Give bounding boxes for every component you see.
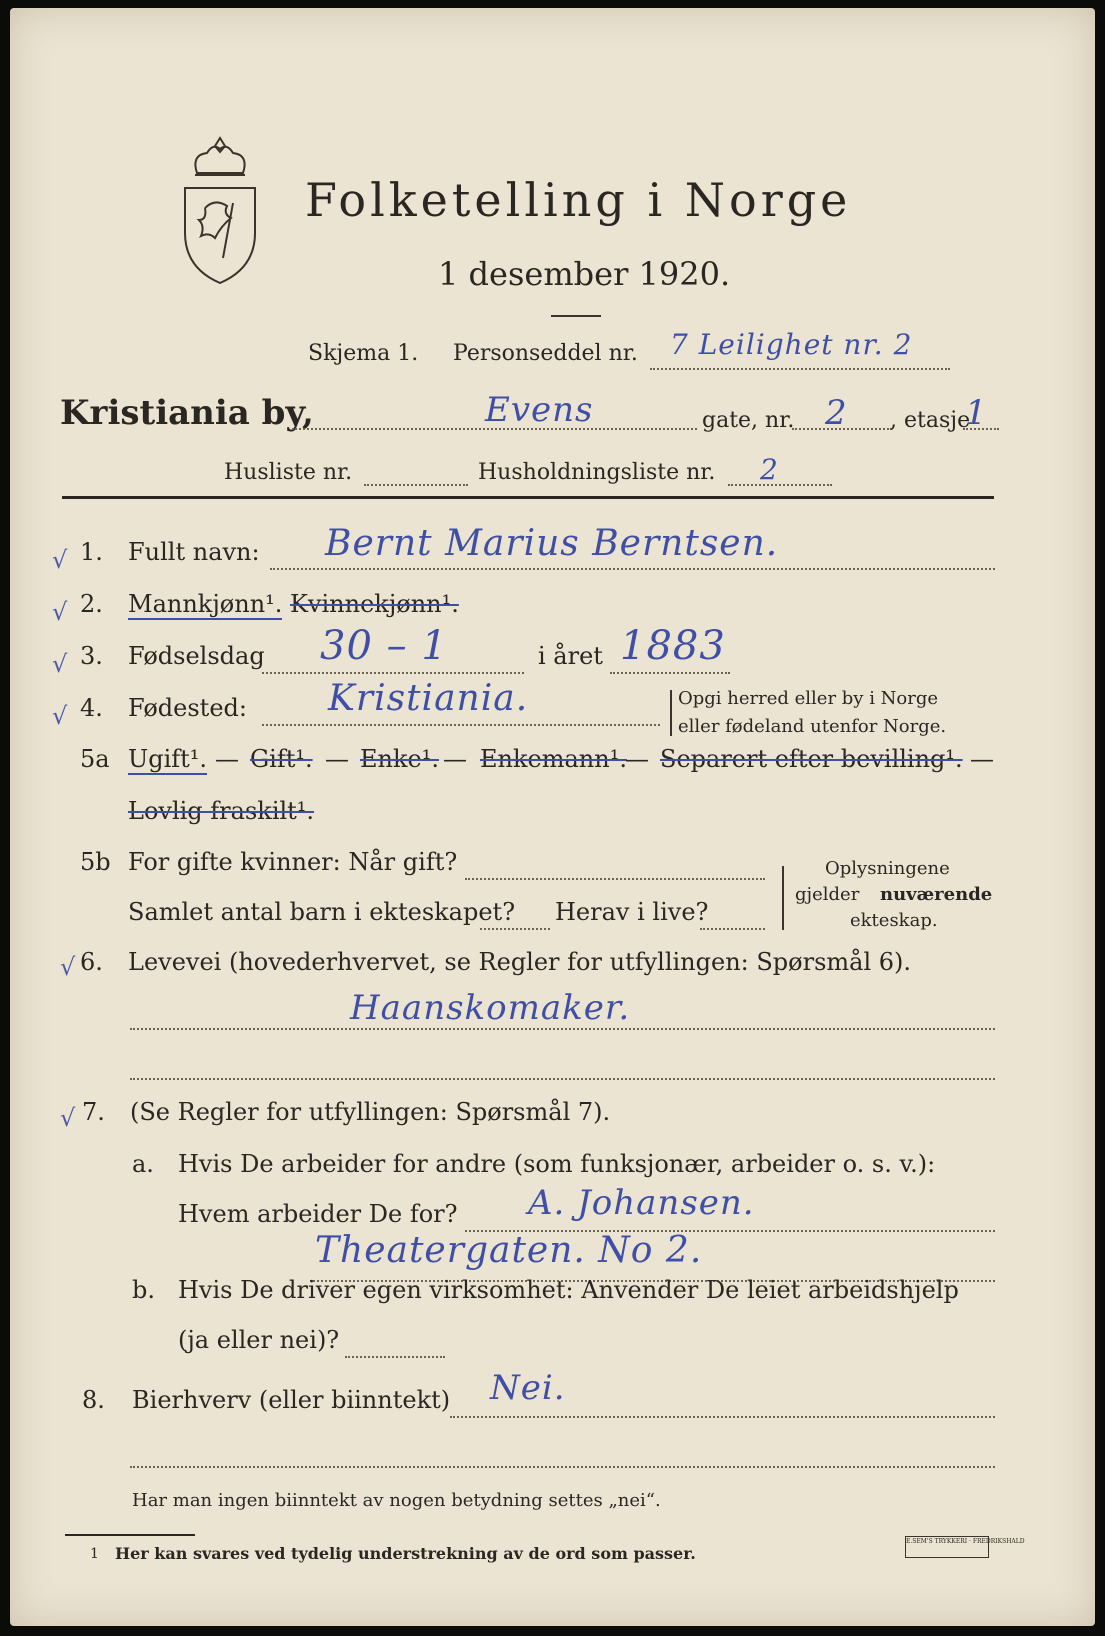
- gate-nr-value: 2: [825, 393, 848, 433]
- footnote-number: 1: [90, 1546, 99, 1562]
- q5a-enkemann: Enkemann¹.: [480, 745, 627, 773]
- husholdning-line: [728, 484, 832, 486]
- q1-value: Bernt Marius Berntsen.: [325, 523, 779, 564]
- husholdning-label: Husholdningsliste nr.: [478, 460, 716, 485]
- personseddel-line: [650, 368, 950, 370]
- city-label: Kristiania by,: [60, 393, 314, 433]
- q6-label: Levevei (hovederhvervet, se Regler for utfyllingen: Spørsmål 6).: [128, 948, 912, 976]
- q7-number: 7.: [82, 1098, 105, 1126]
- q7b-letter: b.: [132, 1276, 155, 1304]
- q7b-text2: (ja eller nei)?: [178, 1326, 340, 1354]
- q1-label: Fullt navn:: [128, 538, 260, 566]
- printer-stamp-text: E.SEM'S TRYKKERI · FREDRIKSHALD: [906, 1538, 1025, 1545]
- q7a-letter: a.: [132, 1150, 154, 1178]
- q4-label: Fødested:: [128, 694, 247, 722]
- footer-rule: [65, 1534, 195, 1536]
- q5b-line2: Samlet antal barn i ekteskapet?: [128, 898, 516, 926]
- q4-note-bracket: [670, 690, 674, 736]
- check-mark-1: √: [52, 546, 68, 574]
- q5b-note1: Oplysningene: [825, 858, 950, 879]
- q5a-gift: Gift¹.: [250, 745, 313, 773]
- q8-line: [450, 1416, 995, 1418]
- q4-value: Kristiania.: [328, 678, 529, 719]
- q3-number: 3.: [80, 642, 103, 670]
- q7b-line: [345, 1356, 445, 1358]
- q1-number: 1.: [80, 538, 103, 566]
- form-title: Folketelling i Norge: [305, 173, 852, 227]
- q5b-note3: ekteskap.: [850, 910, 938, 931]
- etasje-value: 1: [965, 393, 988, 433]
- q5b-bracket: [782, 866, 786, 930]
- q3-day-line: [262, 672, 524, 674]
- q3-year-label: i året: [538, 642, 603, 670]
- check-mark-7: √: [60, 1104, 76, 1132]
- q4-line: [262, 724, 660, 726]
- personseddel-value: 7 Leilighet nr. 2: [670, 328, 913, 361]
- header-rule: [62, 496, 994, 499]
- census-date: 1 desember 1920.: [438, 255, 731, 293]
- q6-line2: [130, 1078, 995, 1080]
- etasje-label: , etasje: [890, 408, 971, 433]
- q2-kvinnekjonn: Kvinnekjønn¹.: [290, 590, 459, 618]
- gate-label: gate, nr.: [702, 408, 795, 433]
- census-form: [10, 8, 1095, 1626]
- q5a-lovlig: Lovlig fraskilt¹.: [128, 797, 315, 825]
- q6-number: 6.: [80, 948, 103, 976]
- q5b-number: 5b: [80, 848, 111, 876]
- q7b-text: Hvis De driver egen virksomhet: Anvender De leiet arbeidshjelp: [178, 1276, 959, 1304]
- q5b-herav: Herav i live?: [555, 898, 709, 926]
- q5a-separert: Separert efter bevilling¹.: [660, 745, 963, 773]
- q7-hvem-value2: Theatergaten. No 2.: [315, 1230, 703, 1271]
- husliste-label: Husliste nr.: [224, 460, 353, 485]
- husholdning-value: 2: [760, 453, 779, 486]
- q1-line: [270, 568, 995, 570]
- q8-value: Nei.: [490, 1368, 566, 1408]
- title-rule: [551, 315, 601, 317]
- check-mark-2: √: [52, 598, 68, 626]
- footer-note: Har man ingen biinntekt av nogen betydning settes „nei“.: [132, 1490, 661, 1511]
- printer-stamp: [905, 1536, 1025, 1558]
- q5a-dash5: —: [970, 745, 994, 773]
- q8-line2: [130, 1466, 995, 1468]
- q5a-dash3: —: [443, 745, 467, 773]
- check-mark-6: √: [60, 953, 76, 981]
- q5a-enke: Enke¹.: [360, 745, 439, 773]
- q2-mannkjonn: Mannkjønn¹.: [128, 590, 283, 618]
- q5a-ugift: Ugift¹.: [128, 745, 208, 773]
- q6-value: Haanskomaker.: [350, 988, 631, 1028]
- q7a-text: Hvis De arbeider for andre (som funksjonær, arbeider o. s. v.):: [178, 1150, 936, 1178]
- q5a-number: 5a: [80, 745, 110, 773]
- check-mark-3: √: [52, 650, 68, 678]
- q5b-line1: For gifte kvinner: Når gift?: [128, 848, 458, 876]
- q5b-note2b: nuværende: [880, 884, 993, 905]
- q7-hvem-value1: A. Johansen.: [528, 1183, 755, 1223]
- street-value: Evens: [485, 390, 594, 430]
- q3-label: Fødselsdag: [128, 642, 265, 670]
- q3-value: 30 – 1: [320, 623, 448, 669]
- personseddel-label: Personseddel nr.: [453, 341, 638, 366]
- q8-number: 8.: [82, 1386, 105, 1414]
- q5a-dash4: —: [625, 745, 649, 773]
- skjema-label: Skjema 1.: [308, 341, 419, 366]
- q4-note-line1: Opgi herred eller by i Norge: [678, 688, 939, 709]
- q8-label: Bierhverv (eller biinntekt): [132, 1386, 451, 1414]
- q5b-gift-line: [465, 878, 765, 880]
- q5b-note2a: gjelder: [795, 884, 860, 905]
- coat-of-arms-icon: [175, 133, 265, 293]
- q4-note-line2: eller fødeland utenfor Norge.: [678, 716, 947, 737]
- q6-line1: [130, 1028, 995, 1030]
- check-mark-4: √: [52, 702, 68, 730]
- husliste-line: [364, 484, 468, 486]
- footnote-text: Her kan svares ved tydelig understrekning av de ord som passer.: [115, 1544, 696, 1563]
- q5b-herav-line: [700, 928, 765, 930]
- q3-year-line: [610, 672, 730, 674]
- q3-year-value: 1883: [620, 623, 726, 669]
- q5a-dash2: —: [325, 745, 349, 773]
- q5a-dash1: —: [215, 745, 239, 773]
- q7-hvem-label: Hvem arbeider De for?: [178, 1200, 458, 1228]
- q4-number: 4.: [80, 694, 103, 722]
- q5b-barn-line: [480, 928, 550, 930]
- q7-label: (Se Regler for utfyllingen: Spørsmål 7).: [130, 1098, 611, 1126]
- q2-number: 2.: [80, 590, 103, 618]
